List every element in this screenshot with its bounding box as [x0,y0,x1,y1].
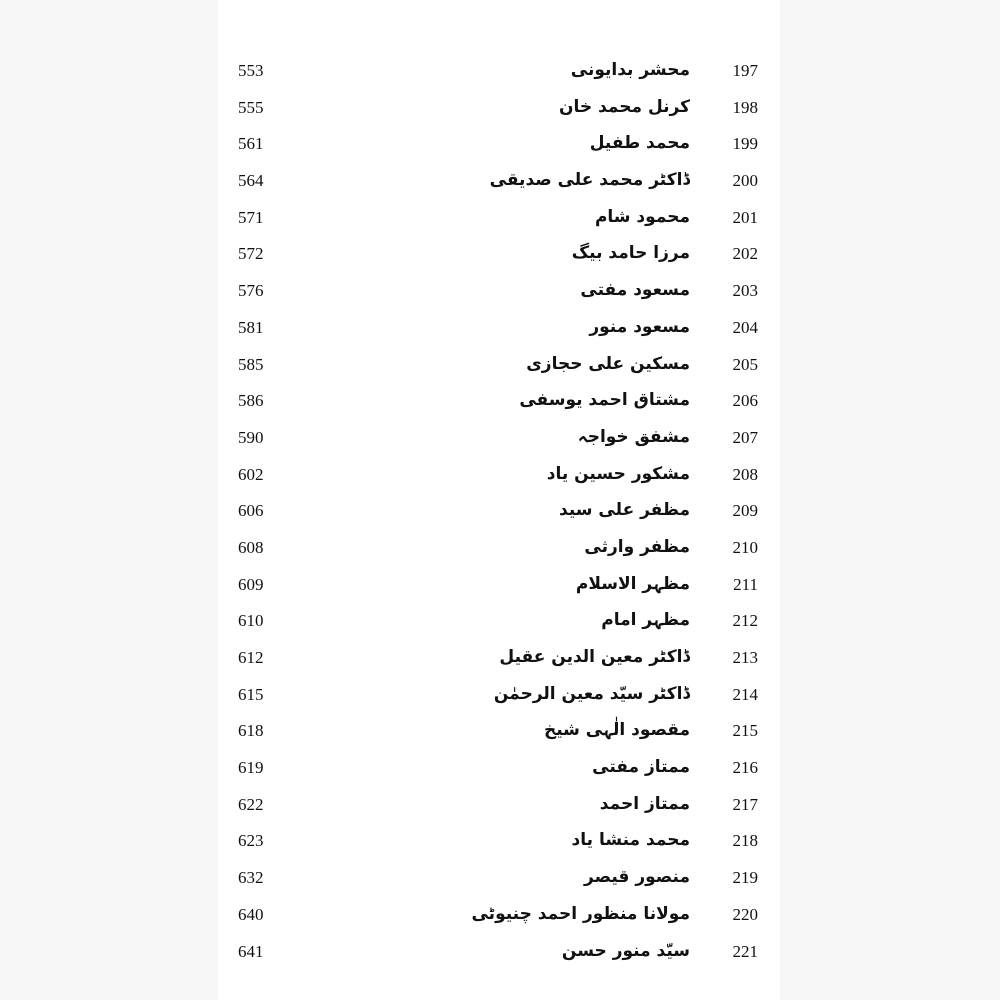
toc-entry [218,420,780,457]
entry-title: سیّد منور حسن [561,940,690,961]
page-number: 586 [238,391,264,411]
page-number: 564 [238,171,264,191]
page-number: 590 [238,427,264,447]
entry-number: 221 [732,941,758,961]
entry-title: ڈاکٹر سیّد معین الرحمٰن [493,683,690,704]
entry-title: ڈاکٹر محمد علی صدیقی [489,170,690,191]
entry-title: ممتاز مفتی [592,757,690,778]
entry-title: محمد منشا یاد [571,830,690,851]
entry-number: 209 [732,501,758,521]
page-number: 641 [238,941,264,961]
entry-title: مولانا منظور احمد چنیوٹی [471,903,690,924]
entry-number: 220 [732,904,758,924]
entry-number: 207 [732,427,758,447]
table-of-contents [218,53,780,970]
toc-entry [218,273,780,310]
toc-entry [218,823,780,860]
entry-number: 216 [732,758,758,778]
entry-title: مرزا حامد بیگ [571,243,690,264]
toc-entry [218,860,780,897]
page-number: 576 [238,281,264,301]
page-number: 632 [238,868,264,888]
entry-number: 202 [732,244,758,264]
entry-title: محمود شام [594,206,690,227]
page-number: 623 [238,831,264,851]
toc-entry [218,236,780,273]
page-number: 585 [238,354,264,374]
entry-title: ممتاز احمد [599,793,690,814]
entry-number: 203 [732,281,758,301]
toc-entry [218,53,780,90]
entry-title: مشفق خواجہ [577,426,690,447]
page-number: 608 [238,537,264,557]
document-page [218,0,780,1000]
page-number: 615 [238,684,264,704]
entry-number: 199 [732,134,758,154]
toc-entry [218,677,780,714]
entry-number: 219 [732,868,758,888]
toc-entry [218,126,780,163]
toc-entry [218,200,780,237]
page-number: 572 [238,244,264,264]
page-number: 618 [238,721,264,741]
toc-entry [218,90,780,127]
entry-number: 204 [732,317,758,337]
entry-number: 206 [732,391,758,411]
entry-number: 205 [732,354,758,374]
toc-entry [218,383,780,420]
entry-title: مظفر علی سید [559,500,690,521]
page-number: 581 [238,317,264,337]
page-number: 612 [238,648,264,667]
entry-title: مظہر الاسلام [575,573,690,594]
entry-title: مقصود الٰہی شیخ [543,720,690,741]
toc-entry [218,640,780,677]
entry-title: مسعود مفتی [580,280,690,301]
page-number: 640 [238,904,264,924]
page-number: 622 [238,794,264,814]
entry-title: کرنل محمد خان [559,96,690,117]
page-number: 602 [238,464,264,484]
entry-title: منصور قیصر [584,867,690,888]
toc-entry [218,347,780,384]
page-number: 561 [238,134,264,154]
entry-number: 200 [732,171,758,191]
entry-number: 214 [732,684,758,704]
toc-entry [218,934,780,971]
toc-entry [218,530,780,567]
entry-title: مظفر وارثی [584,536,690,557]
entry-number: 218 [732,831,758,851]
entry-number: 217 [732,794,758,814]
entry-number: 215 [732,721,758,741]
page-number: 619 [238,758,264,778]
page-number: 610 [238,611,264,631]
entry-number: 201 [732,207,758,227]
entry-number: 210 [732,537,758,557]
entry-number: 198 [732,97,758,117]
page-number: 555 [238,97,264,117]
toc-entry [218,310,780,347]
entry-title: ڈاکٹر معین الدین عقیل [499,647,690,667]
entry-number: 208 [732,464,758,484]
toc-entry [218,567,780,604]
toc-entry [218,457,780,494]
page-number: 609 [238,574,264,594]
toc-entry [218,750,780,787]
page-number: 553 [238,61,264,80]
toc-entry [218,603,780,640]
entry-number: 197 [732,61,758,80]
entry-title: مشتاق احمد یوسفی [519,390,690,411]
page-number: 606 [238,501,264,521]
toc-entry [218,787,780,824]
toc-entry [218,493,780,530]
toc-entry [218,897,780,934]
entry-number: 211 [733,574,758,594]
page-number: 571 [238,207,264,227]
entry-number: 212 [732,611,758,631]
entry-title: مسکین علی حجازی [526,353,690,374]
entry-title: محشر بدایونی [570,60,690,80]
entry-title: مظہر امام [601,610,690,631]
entry-title: مسعود منور [589,316,690,337]
entry-title: محمد طفیل [589,133,690,154]
entry-number: 213 [732,648,758,667]
toc-entry [218,163,780,200]
toc-entry [218,713,780,750]
entry-title: مشکور حسین یاد [546,463,690,484]
